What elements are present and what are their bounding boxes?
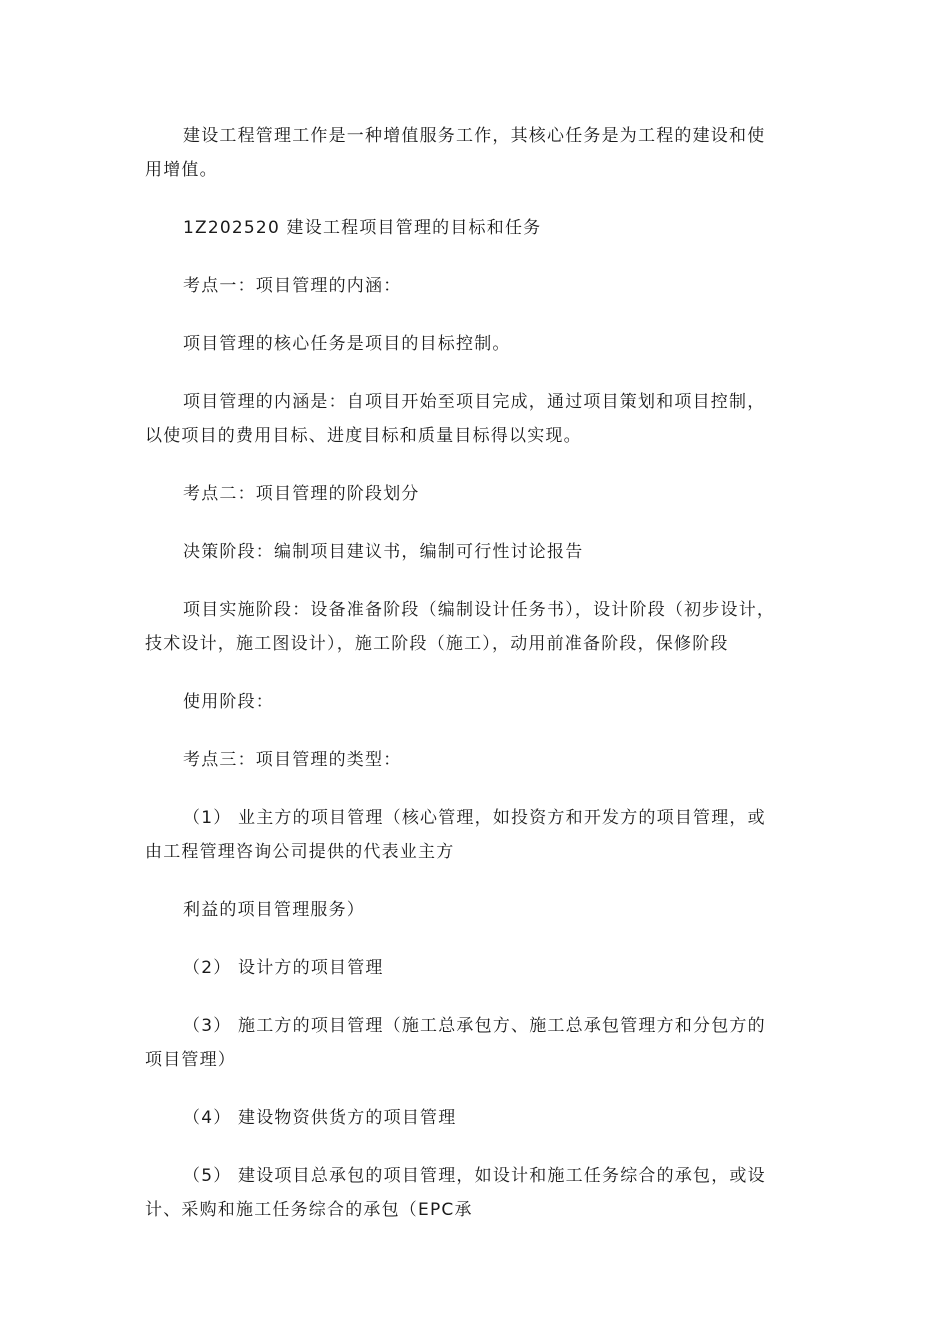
paragraph-line: （4） 建设物资供货方的项目管理 [183,1108,457,1128]
paragraph-line: 考点二：项目管理的阶段划分 [183,484,420,504]
list-item-contractor [145,1009,825,1077]
paragraph-line: 由工程管理咨询公司提供的代表业主方 [145,842,455,862]
section-heading-text: 1Z202520 建设工程项目管理的目标和任务 [183,218,542,238]
paragraph-decision-stage [145,535,825,569]
list-item-owner-continued [145,893,825,927]
paragraph-line: 项目管理的内涵是：自项目开始至项目完成，通过项目策划和项目控制， [183,392,766,412]
paragraph-line: （3） 施工方的项目管理（施工总承包方、施工总承包管理方和分包方的 [183,1016,766,1036]
key-point-one-heading [145,269,825,303]
paragraph-line: （1） 业主方的项目管理（核心管理，如投资方和开发方的项目管理，或 [183,808,766,828]
paragraph-connotation [145,385,825,453]
paragraph-line: 计、采购和施工任务综合的承包（EPC承 [145,1200,473,1220]
paragraph-line: 使用阶段： [183,692,274,712]
paragraph-use-stage [145,685,825,719]
paragraph-line: 项目管理） [145,1050,236,1070]
paragraph-value-added-service [145,119,825,187]
section-heading-1z202520 [145,211,825,245]
paragraph-line: 利益的项目管理服务） [183,900,365,920]
list-item-owner [145,801,825,869]
paragraph-line: 以使项目的费用目标、进度目标和质量目标得以实现。 [145,426,582,446]
paragraph-line: 项目实施阶段：设备准备阶段（编制设计任务书），设计阶段（初步设计， [183,600,776,620]
paragraph-line: （5） 建设项目总承包的项目管理，如设计和施工任务综合的承包，或设 [183,1166,766,1186]
list-item-general-contract [145,1159,825,1227]
paragraph-line: 用增值。 [145,160,218,180]
list-item-supplier [145,1101,825,1135]
paragraph-line: 考点一：项目管理的内涵： [183,276,402,296]
paragraph-implementation-stage [145,593,825,661]
paragraph-line: 考点三：项目管理的类型： [183,750,402,770]
paragraph-line: 技术设计，施工图设计），施工阶段（施工），动用前准备阶段，保修阶段 [145,634,729,654]
paragraph-line: 项目管理的核心任务是项目的目标控制。 [183,334,511,354]
paragraph-line: （2） 设计方的项目管理 [183,958,384,978]
paragraph-core-task [145,327,825,361]
paragraph-line: 决策阶段：编制项目建议书，编制可行性讨论报告 [183,542,584,562]
key-point-two-heading [145,477,825,511]
key-point-three-heading [145,743,825,777]
paragraph-line: 建设工程管理工作是一种增值服务工作，其核心任务是为工程的建设和使 [183,126,766,146]
list-item-designer [145,951,825,985]
